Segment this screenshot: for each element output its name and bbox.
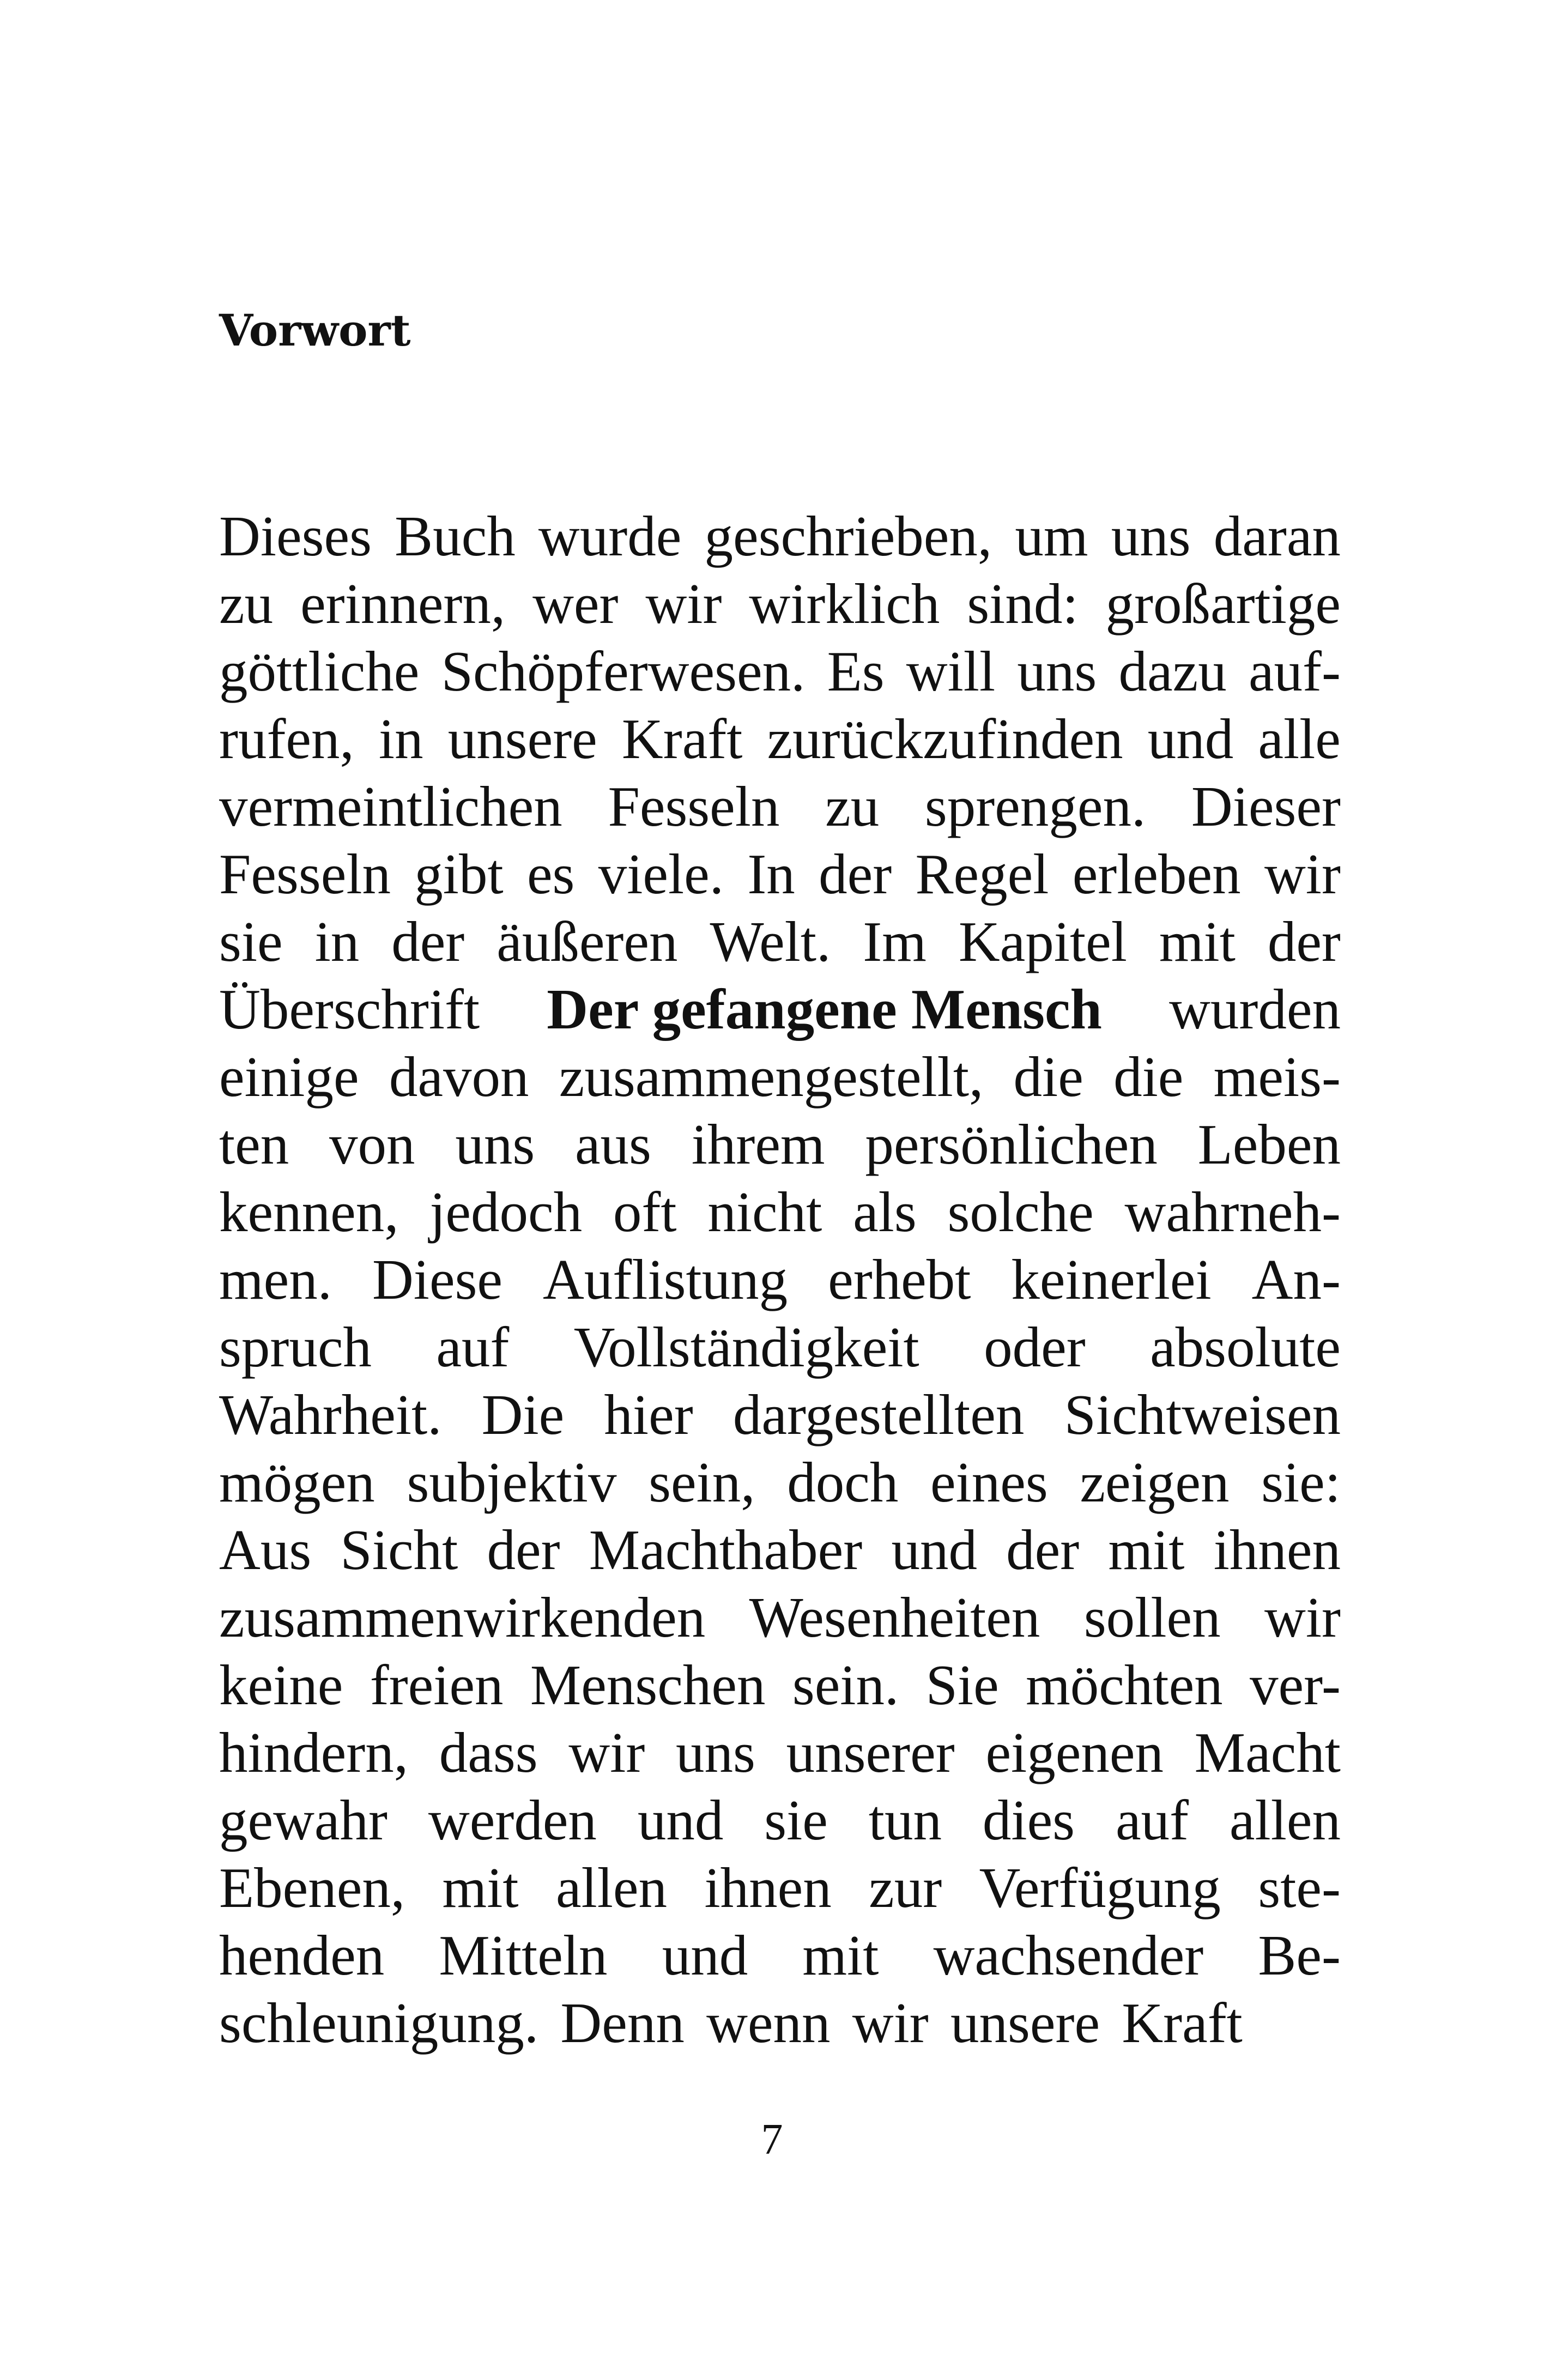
word: und: [637, 1788, 724, 1852]
word: wurde: [538, 504, 682, 568]
word: sein,: [649, 1450, 755, 1514]
word: der: [391, 910, 465, 973]
text-line: [219, 1516, 1341, 1584]
word: ste-: [1258, 1856, 1341, 1919]
word: mit: [1108, 1518, 1185, 1582]
word: wir: [568, 1721, 645, 1784]
word: absolute: [1150, 1315, 1341, 1379]
word: tun: [868, 1788, 942, 1852]
word: und: [891, 1518, 977, 1582]
word: sie: [764, 1788, 828, 1852]
word: zurückzufinden: [767, 707, 1123, 771]
body-text: [219, 502, 1341, 2057]
word: Machthaber: [589, 1518, 863, 1582]
text-line: [219, 840, 1341, 908]
word: Die: [481, 1383, 565, 1446]
word: erhebt: [828, 1247, 971, 1311]
word: solche: [947, 1180, 1094, 1244]
text-line: [219, 1111, 1341, 1178]
word: will: [906, 639, 996, 703]
word: Sicht: [340, 1518, 458, 1582]
word: erleben: [1072, 842, 1241, 906]
word: sie:: [1261, 1450, 1341, 1514]
word: geschrieben,: [704, 504, 992, 568]
word: Wesenheiten: [749, 1585, 1040, 1649]
word: der: [1006, 1518, 1080, 1582]
word: freien: [370, 1653, 504, 1717]
word: der: [487, 1518, 560, 1582]
word: Welt.: [710, 910, 831, 973]
word: Regel: [915, 842, 1049, 906]
text-line: [219, 570, 1341, 638]
word: sein.: [792, 1653, 899, 1717]
word: hindern,: [219, 1721, 408, 1784]
word: wirklich: [749, 572, 940, 635]
word: Diese: [372, 1247, 503, 1311]
word: um: [1015, 504, 1088, 568]
chapter-heading: Vorwort: [219, 305, 411, 356]
word: ver-: [1250, 1653, 1341, 1717]
word: unsere: [447, 707, 597, 771]
word: zu: [825, 774, 880, 838]
word: Macht: [1194, 1721, 1341, 1784]
word: und: [662, 1923, 748, 1987]
word: wachsender: [933, 1923, 1204, 1987]
page-number: 7: [761, 2116, 783, 2164]
word: ten: [219, 1112, 289, 1176]
word: henden: [219, 1923, 385, 1987]
text-line: [219, 976, 1341, 1043]
word: die: [1113, 1045, 1184, 1109]
word: uns: [1017, 639, 1097, 703]
text-line: [219, 705, 1341, 773]
word: Kraft: [1122, 1991, 1243, 2055]
word: Sie: [925, 1653, 999, 1717]
word: Verfügung: [979, 1856, 1221, 1919]
text-line: [219, 1922, 1341, 1989]
word: wir: [852, 1991, 929, 2055]
word: dazu: [1118, 639, 1227, 703]
word: Aus: [219, 1518, 312, 1582]
word: zeigen: [1080, 1450, 1230, 1514]
word: wir: [1264, 842, 1341, 906]
word: An-: [1251, 1247, 1341, 1311]
word: schleunigung.: [219, 1991, 539, 2055]
text-line: [219, 1584, 1341, 1651]
word: möchten: [1026, 1653, 1223, 1717]
word: auf: [1115, 1788, 1189, 1852]
word: jedoch: [429, 1180, 583, 1244]
word: uns: [1111, 504, 1191, 568]
word: Sichtweisen: [1064, 1383, 1341, 1446]
word: Kraft: [621, 707, 743, 771]
word: es: [526, 842, 575, 906]
word: von: [329, 1112, 415, 1176]
text-line: [219, 1043, 1341, 1111]
word: unserer: [786, 1721, 955, 1784]
word: Be-: [1258, 1923, 1341, 1987]
word: persönlichen: [865, 1112, 1158, 1176]
word: In: [747, 842, 795, 906]
text-line: [219, 1313, 1341, 1381]
word: vermeintlichen: [219, 774, 562, 838]
word: mit: [802, 1923, 879, 1987]
word: Fesseln: [219, 842, 391, 906]
word: viele.: [598, 842, 724, 906]
word: eines: [930, 1450, 1048, 1514]
word: Dieses: [219, 504, 372, 568]
word: werden: [428, 1788, 597, 1852]
word: Vollständigkeit: [573, 1315, 919, 1379]
word: oft: [613, 1180, 677, 1244]
word: keine: [219, 1653, 343, 1717]
word: wenn: [706, 1991, 831, 2055]
text-line: [219, 773, 1341, 840]
word: Kapitel: [958, 910, 1127, 973]
word: zusammengestellt,: [559, 1045, 984, 1109]
word: doch: [787, 1450, 899, 1514]
word: alle: [1258, 707, 1341, 771]
word: gibt: [414, 842, 504, 906]
word: meis-: [1213, 1045, 1341, 1109]
word: großartige: [1105, 572, 1341, 635]
word: zusammenwirkenden: [219, 1585, 706, 1649]
word: zu: [219, 572, 274, 635]
word: Auflistung: [542, 1247, 788, 1311]
word: subjektiv: [407, 1450, 617, 1514]
word: Leben: [1197, 1112, 1341, 1176]
word: keinerlei: [1011, 1247, 1212, 1311]
word: allen: [1229, 1788, 1341, 1852]
word: auf-: [1248, 639, 1341, 703]
text-line: [219, 1854, 1341, 1922]
word: ihnen: [704, 1856, 832, 1919]
word: göttliche: [219, 639, 420, 703]
text-line: [219, 1719, 1341, 1786]
text-line: [219, 1449, 1341, 1516]
word: der: [1267, 910, 1341, 973]
word: Ebenen,: [219, 1856, 405, 1919]
word: Mitteln: [439, 1923, 608, 1987]
word: ihrem: [691, 1112, 825, 1176]
word: kennen,: [219, 1180, 399, 1244]
word: und: [1147, 707, 1234, 771]
word: daran: [1213, 504, 1341, 568]
word: hier: [604, 1383, 693, 1446]
word: oder: [984, 1315, 1086, 1379]
word: sind:: [967, 572, 1079, 635]
word: als: [853, 1180, 917, 1244]
word: men.: [219, 1247, 332, 1311]
word: ihnen: [1213, 1518, 1341, 1582]
word: dass: [439, 1721, 538, 1784]
bold-phrase: Der gefangene Mensch: [547, 977, 1102, 1041]
word: äußeren: [496, 910, 678, 973]
word: mit: [442, 1856, 519, 1919]
word: Wahrheit.: [219, 1383, 442, 1446]
word: spruch: [219, 1315, 372, 1379]
word: Dieser: [1191, 774, 1341, 838]
word: auf: [436, 1315, 510, 1379]
word: Buch: [395, 504, 516, 568]
text-line: [219, 1178, 1341, 1246]
text-line: [219, 502, 1341, 570]
word: Im: [863, 910, 927, 973]
word: Überschrift: [219, 977, 480, 1041]
word: davon: [389, 1045, 529, 1109]
word: rufen,: [219, 707, 354, 771]
word: sie: [219, 910, 283, 973]
word: allen: [555, 1856, 668, 1919]
word: sprengen.: [924, 774, 1146, 838]
word: in: [314, 910, 360, 973]
text-line: [219, 908, 1341, 976]
word: einige: [219, 1045, 359, 1109]
text-line: [219, 1246, 1341, 1313]
word: wir: [645, 572, 722, 635]
text-line: [219, 1989, 1341, 2057]
word: gewahr: [219, 1788, 388, 1852]
word: dies: [982, 1788, 1075, 1852]
word: die: [1013, 1045, 1083, 1109]
word: wir: [1264, 1585, 1341, 1649]
word: wurden: [1169, 977, 1341, 1041]
word: Denn: [560, 1991, 685, 2055]
word: Menschen: [530, 1653, 766, 1717]
word: aus: [574, 1112, 651, 1176]
word: unsere: [950, 1991, 1100, 2055]
word: mögen: [219, 1450, 375, 1514]
word: uns: [676, 1721, 755, 1784]
word: wahrneh-: [1124, 1180, 1341, 1244]
word: wer: [532, 572, 619, 635]
text-line: [219, 1786, 1341, 1854]
word: der: [819, 842, 892, 906]
word: Es: [827, 639, 885, 703]
text-line: [219, 638, 1341, 705]
word: in: [378, 707, 423, 771]
word: Fesseln: [608, 774, 780, 838]
word: dargestellten: [732, 1383, 1025, 1446]
text-line: [219, 1651, 1341, 1719]
word: sollen: [1083, 1585, 1221, 1649]
word: erinnern,: [300, 572, 506, 635]
word: Schöpferwesen.: [441, 639, 806, 703]
text-line: [219, 1381, 1341, 1449]
word: nicht: [707, 1180, 822, 1244]
word: uns: [455, 1112, 535, 1176]
word: mit: [1159, 910, 1236, 973]
word: zur: [869, 1856, 942, 1919]
word: eigenen: [985, 1721, 1164, 1784]
